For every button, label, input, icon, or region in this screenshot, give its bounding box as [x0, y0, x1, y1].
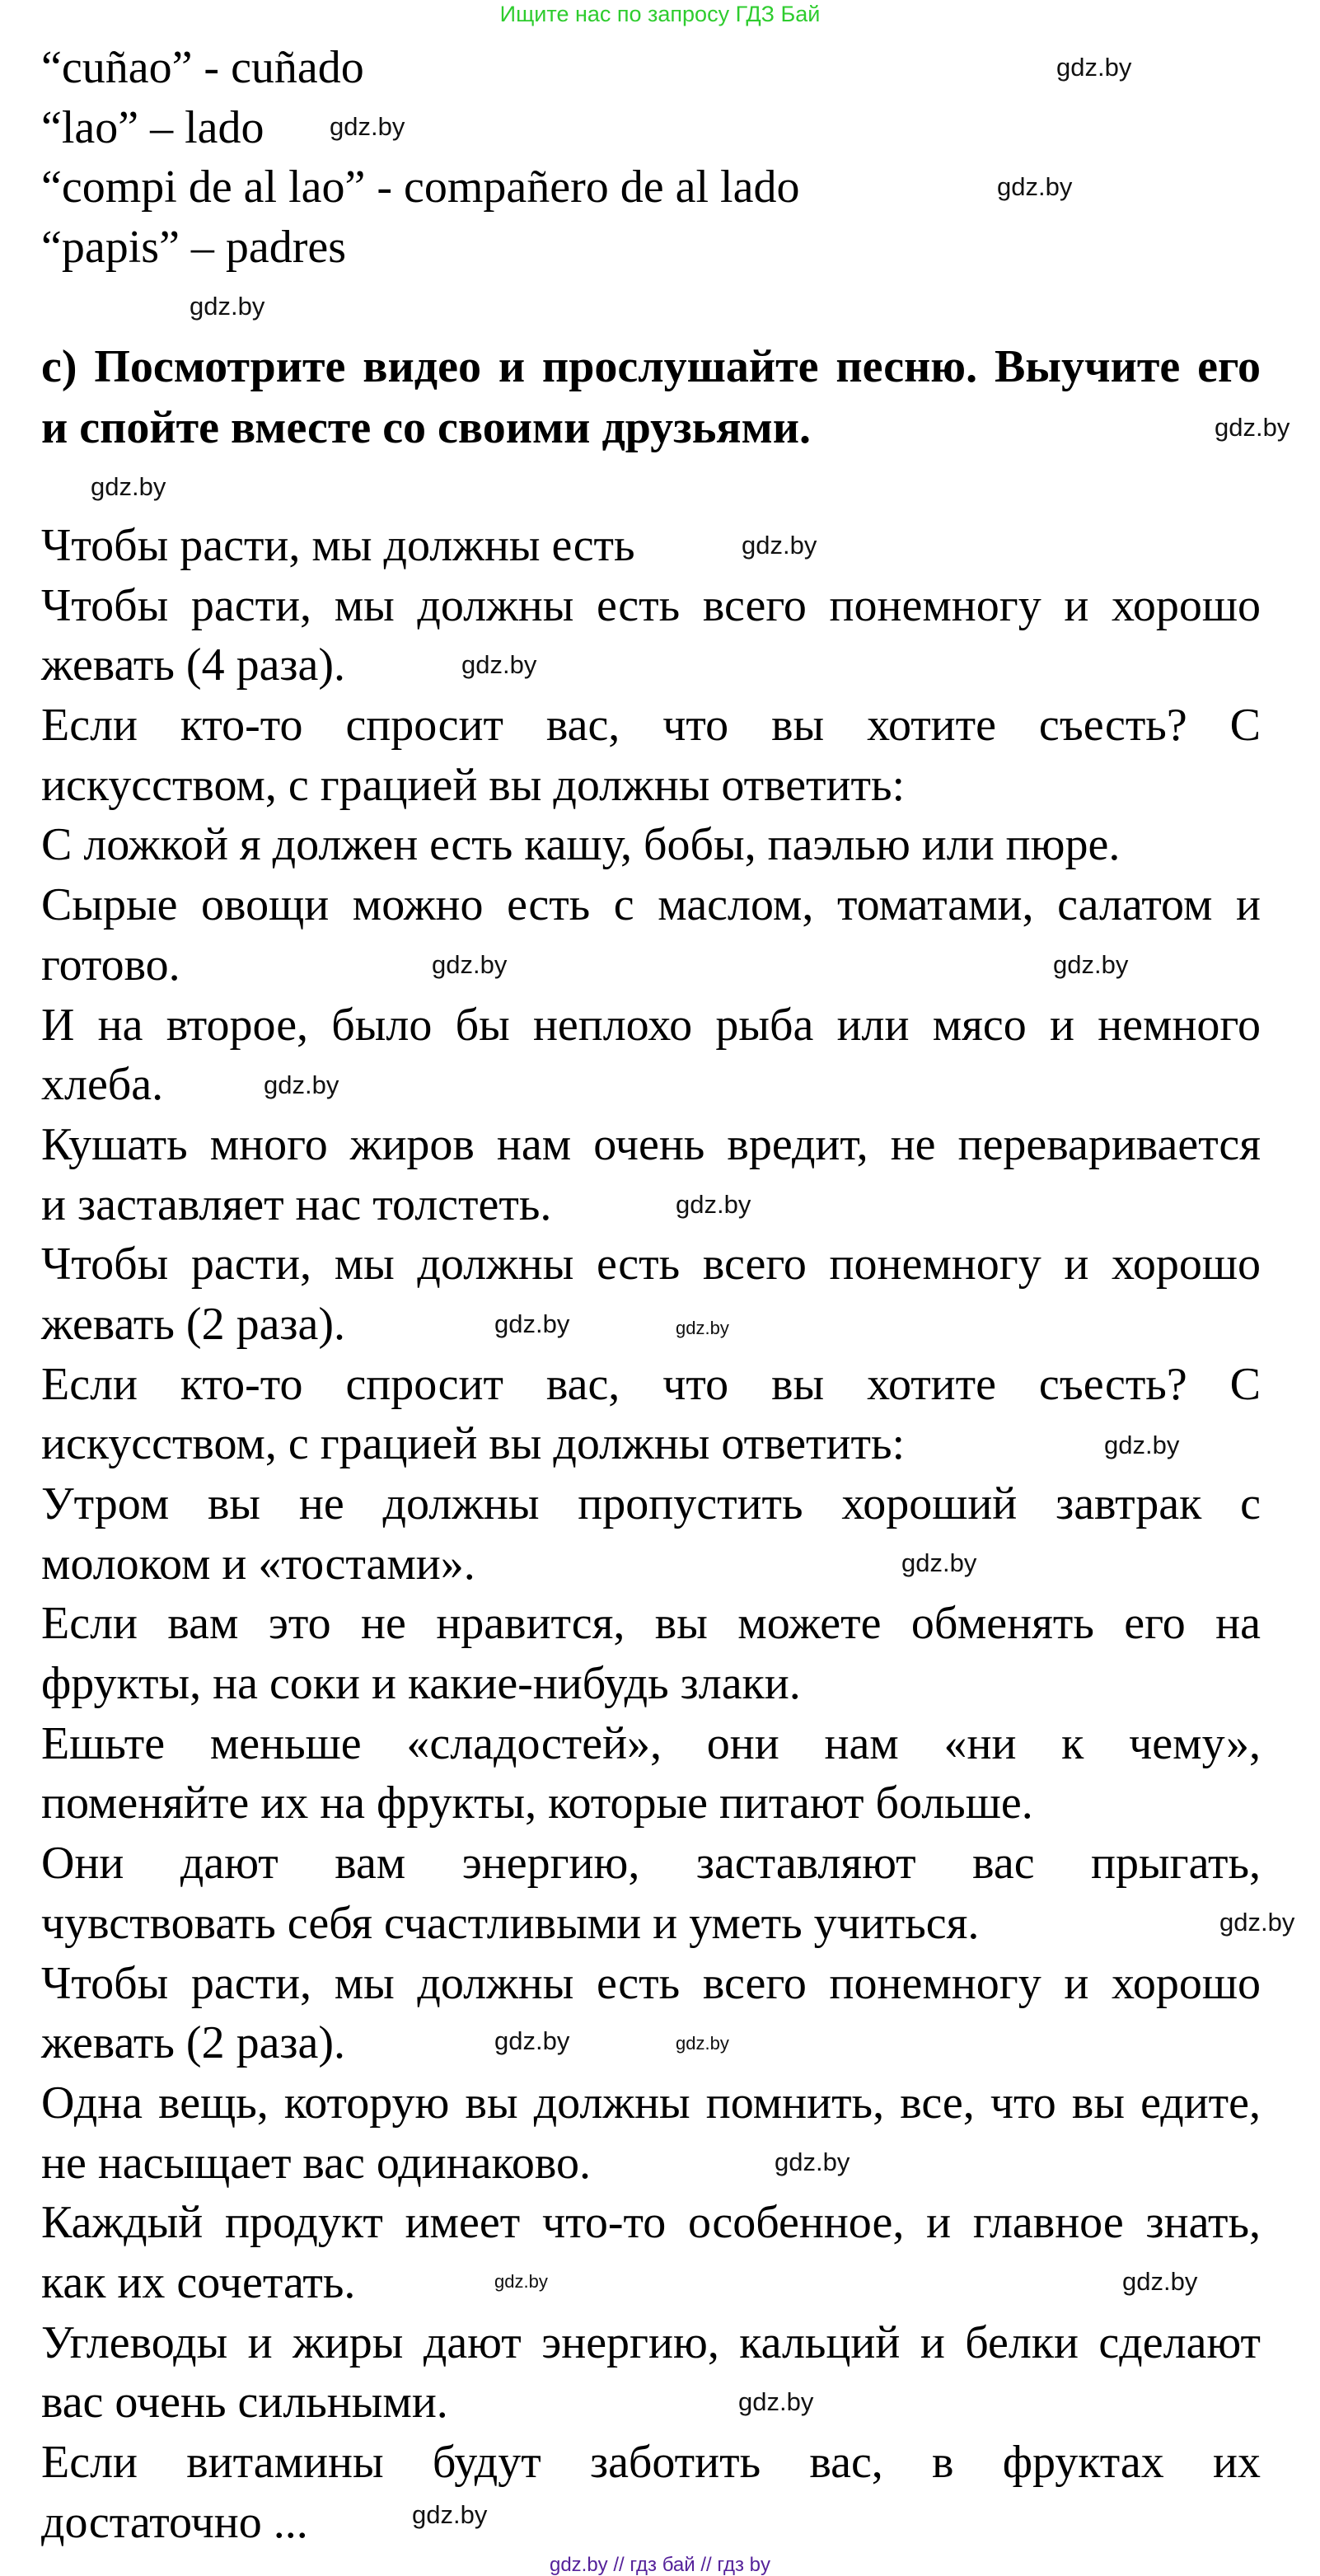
vocab-line: “compi de al lao” - compañero de al lado	[41, 162, 800, 213]
lyrics-paragraph	[41, 1474, 1261, 1594]
lyrics-paragraph	[41, 995, 1261, 1115]
watermark: gdz.by	[264, 1070, 339, 1099]
lyrics-paragraph	[41, 696, 1261, 815]
heading-line: c) Посмотрите видео и прослушайте песню. Выучите его	[41, 341, 1261, 392]
lyrics-paragraph	[41, 2313, 1261, 2433]
lyrics-line: Одна вещь, которую вы должны помнить, все, что вы едите,	[41, 2077, 1261, 2129]
watermark: gdz.by	[432, 950, 508, 979]
lyrics-paragraph	[41, 576, 1261, 696]
watermark: gdz.by	[190, 292, 265, 321]
lyrics-line: Каждый продукт имеет что-то особенное, и главное знать,	[41, 2197, 1261, 2249]
lyrics-line: хлеба.	[41, 1059, 164, 1111]
lyrics-paragraph	[41, 815, 1261, 875]
lyrics-line: Сырые овощи можно есть с маслом, томатами, салатом и	[41, 879, 1261, 931]
lyrics-line: Они дают вам энергию, заставляют вас прыгать,	[41, 1838, 1261, 1890]
lyrics-line: С ложкой я должен есть кашу, бобы, паэлью или пюре.	[41, 819, 1121, 871]
lyrics-line: жевать (2 раза).	[41, 1298, 346, 1350]
watermark: gdz.by	[676, 1318, 729, 1338]
search-hint-banner: Ищите нас по запросу ГДЗ Бай	[499, 2, 821, 26]
lyrics-paragraph	[41, 2073, 1261, 2193]
lyrics-line: фрукты, на соки и какие-нибудь злаки.	[41, 1658, 801, 1710]
lyrics-line: чувствовать себя счастливыми и уметь учиться.	[41, 1897, 980, 1949]
lyrics-line: Чтобы расти, мы должны есть всего понемногу и хорошо	[41, 1239, 1261, 1290]
lyrics-line: вас очень сильными.	[41, 2377, 448, 2428]
lyrics-line: готово.	[41, 939, 180, 991]
lyrics-paragraph	[41, 1714, 1261, 1834]
lyrics-line: Чтобы расти, мы должны есть всего понемногу и хорошо	[41, 579, 1261, 631]
lyrics-line: Если кто-то спросит вас, что вы хотите съесть? С	[41, 700, 1261, 752]
watermark: gdz.by	[676, 2033, 729, 2054]
watermark: gdz.by	[1053, 950, 1129, 979]
watermark: gdz.by	[1056, 53, 1132, 82]
lyrics-paragraph	[41, 1594, 1261, 1713]
lyrics-line: Ешьте меньше «сладостей», они нам «ни к чему»,	[41, 1717, 1261, 1769]
watermark: gdz.by	[738, 2387, 814, 2416]
watermark: gdz.by	[494, 2026, 570, 2055]
watermark: gdz.by	[91, 472, 166, 501]
heading-line: и спойте вместе со своими друзьями.	[41, 402, 812, 453]
lyrics-paragraph	[41, 516, 1261, 576]
lyrics-line: как их сочетать.	[41, 2256, 356, 2308]
lyrics-line: и заставляет нас толстеть.	[41, 1178, 552, 1230]
lyrics-paragraph	[41, 1115, 1261, 1234]
lyrics-line: Утром вы не должны пропустить хороший завтрак с	[41, 1478, 1261, 1529]
lyrics-line: искусством, с грацией вы должны ответить:	[41, 1418, 906, 1470]
song-lyrics	[41, 516, 1261, 2552]
watermark: gdz.by	[412, 2500, 488, 2529]
lyrics-line: жевать (4 раза).	[41, 639, 346, 691]
lyrics-paragraph	[41, 1355, 1261, 1474]
watermark: gdz.by	[1122, 2267, 1198, 2296]
lyrics-paragraph	[41, 1234, 1261, 1354]
vocab-line: “cuñao” - cuñado	[41, 42, 364, 93]
lyrics-line: Углеводы и жиры дают энергию, кальций и белки сделают	[41, 2316, 1261, 2368]
watermark: gdz.by	[461, 650, 537, 679]
lyrics-line: Чтобы расти, мы должны есть всего понемногу и хорошо	[41, 1957, 1261, 2009]
vocab-line: “papis” – padres	[41, 221, 347, 273]
watermark: gdz.by	[494, 2271, 548, 2292]
watermark: gdz.by	[1215, 413, 1290, 442]
watermark: gdz.by	[901, 1548, 977, 1577]
lyrics-line: Если кто-то спросит вас, что вы хотите съесть? С	[41, 1358, 1261, 1410]
watermark: gdz.by	[330, 112, 405, 141]
lyrics-line: И на второе, было бы неплохо рыба или мясо и немного	[41, 999, 1261, 1051]
lyrics-line: искусством, с грацией вы должны ответить:	[41, 759, 906, 811]
watermark: gdz.by	[1104, 1431, 1180, 1459]
lyrics-line: Чтобы расти, мы должны есть	[41, 520, 635, 571]
lyrics-line: поменяйте их на фрукты, которые питают больше.	[41, 1777, 1033, 1829]
lyrics-paragraph	[41, 2433, 1261, 2552]
footer-links: gdz.by // гдз бай // гдз by	[549, 2554, 771, 2576]
lyrics-line: достаточно ...	[41, 2496, 308, 2548]
lyrics-line: не насыщает вас одинаково.	[41, 2137, 591, 2189]
exercise-heading	[41, 336, 1261, 458]
watermark: gdz.by	[676, 1190, 751, 1219]
vocab-line: “lao” – lado	[41, 101, 264, 153]
lyrics-line: молоком и «тостами».	[41, 1538, 475, 1590]
watermark: gdz.by	[997, 172, 1073, 201]
watermark: gdz.by	[1219, 1908, 1295, 1937]
lyrics-line: Если витамины будут заботить вас, в фруктах их	[41, 2437, 1261, 2488]
lyrics-paragraph	[41, 1954, 1261, 2073]
lyrics-line: Если вам это не нравится, вы можете обменять его на	[41, 1598, 1261, 1650]
watermark: gdz.by	[742, 531, 817, 560]
watermark: gdz.by	[494, 1309, 570, 1338]
lyrics-line: Кушать много жиров нам очень вредит, не переваривается	[41, 1118, 1261, 1170]
watermark: gdz.by	[775, 2147, 850, 2176]
lyrics-line: жевать (2 раза).	[41, 2017, 346, 2069]
lyrics-paragraph	[41, 2193, 1261, 2312]
lyrics-paragraph	[41, 1834, 1261, 1953]
